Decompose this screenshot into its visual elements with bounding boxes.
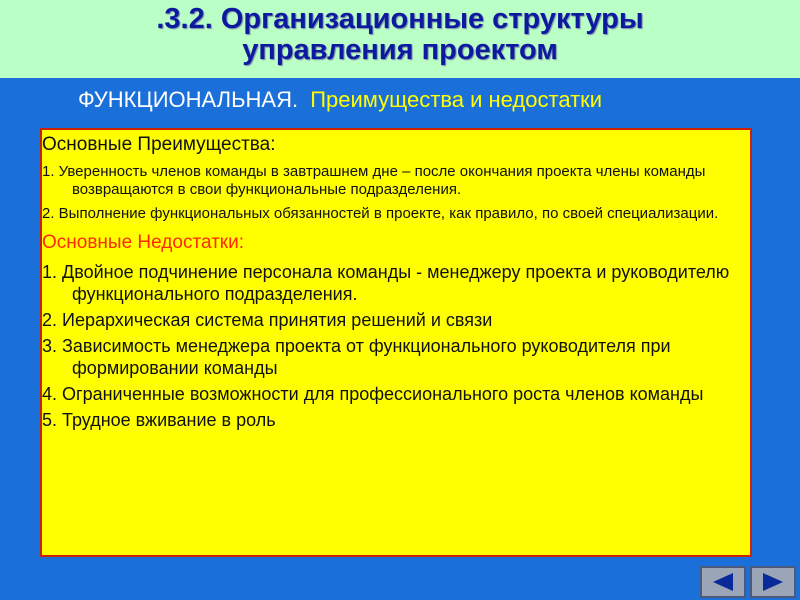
previous-slide-button[interactable]	[700, 566, 746, 598]
disadvantage-item: 1. Двойное подчинение персонала команды - менеджеру проекта и руководителю функционального подразделения.	[42, 262, 730, 304]
disadvantage-item: 4. Ограниченные возможности для профессионального роста членов команды	[42, 384, 704, 404]
title-band	[0, 0, 800, 78]
triangle-left-icon	[709, 571, 737, 593]
slide-title	[0, 4, 800, 66]
advantage-item: 1. Уверенность членов команды в завтрашнем дне – после окончания проекта члены команды возвращаются в свои функциональные подразделения.	[42, 163, 706, 198]
slide-title-line-2: управления проектом	[242, 34, 558, 66]
subtitle-topic: Преимущества и недостатки	[310, 87, 603, 112]
slide-subtitle	[78, 86, 602, 114]
slide-title-line-1: .3.2. Организационные структуры	[156, 3, 644, 35]
disadvantages-heading: Основные Недостатки:	[42, 232, 244, 253]
next-slide-button[interactable]	[750, 566, 796, 598]
disadvantage-item: 2. Иерархическая система принятия решений и связи	[42, 310, 493, 330]
advantages-heading: Основные Преимущества:	[42, 134, 276, 155]
structure-type-label: ФУНКЦИОНАЛЬНАЯ.	[78, 87, 299, 112]
disadvantage-item: 3. Зависимость менеджера проекта от функционального руководителя при формировании команды	[42, 336, 671, 378]
content-panel	[40, 128, 752, 557]
disadvantage-item: 5. Трудное вживание в роль	[42, 410, 276, 430]
advantage-item: 2. Выполнение функциональных обязанностей в проекте, как правило, по своей специализации.	[42, 205, 719, 222]
triangle-right-icon	[759, 571, 787, 593]
